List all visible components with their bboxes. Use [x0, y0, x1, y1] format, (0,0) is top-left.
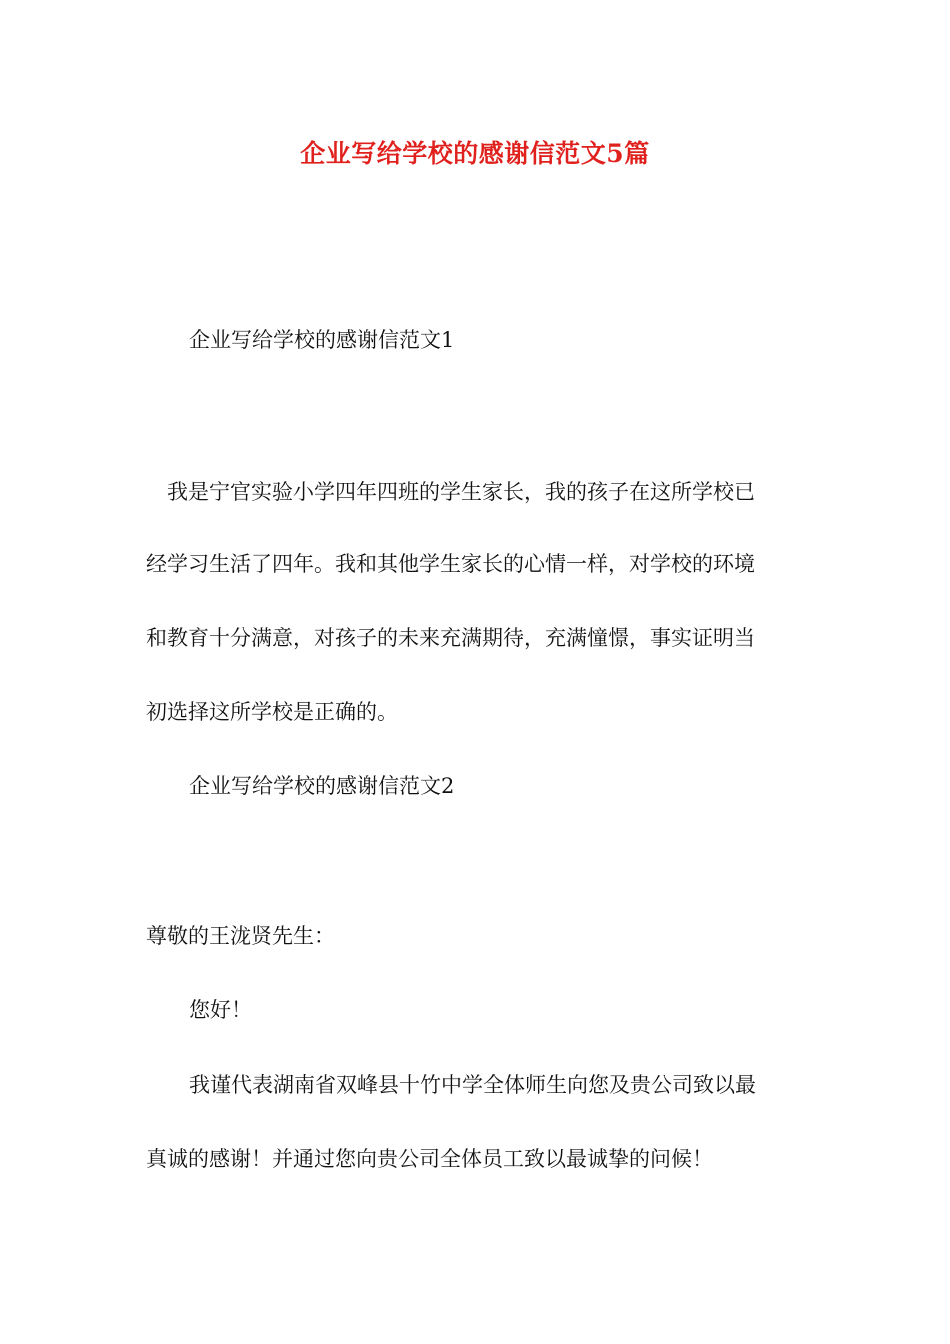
- paragraph-2-line-2: 真诚的感谢！并通过您向贵公司全体员工致以最诚挚的问候！: [146, 1147, 713, 1171]
- paragraph-1-line-2: 经学习生活了四年。我和其他学生家长的心情一样，对学校的环境: [146, 552, 755, 576]
- section-heading-1: 企业写给学校的感谢信范文1: [189, 328, 455, 352]
- paragraph-1-line-3: 和教育十分满意，对孩子的未来充满期待，充满憧憬，事实证明当: [146, 626, 755, 650]
- paragraph-1-line-1: 我是宁官实验小学四年四班的学生家长，我的孩子在这所学校已: [167, 480, 755, 504]
- section-heading-2: 企业写给学校的感谢信范文2: [189, 774, 455, 798]
- salutation: 尊敬的王泷贤先生：: [146, 924, 335, 948]
- greeting: 您好！: [189, 998, 252, 1022]
- paragraph-2-line-1: 我谨代表湖南省双峰县十竹中学全体师生向您及贵公司致以最: [189, 1073, 756, 1097]
- document-title: 企业写给学校的感谢信范文5篇: [300, 139, 650, 168]
- paragraph-1-line-4: 初选择这所学校是正确的。: [146, 700, 398, 724]
